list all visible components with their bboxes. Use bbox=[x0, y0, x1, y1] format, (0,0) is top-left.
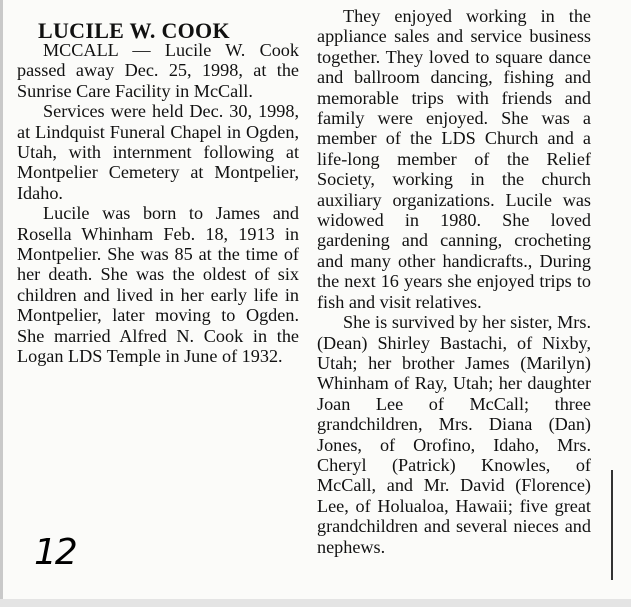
paragraph-life: They enjoyed working in the appliance sales and service business together. They loved to square dance and ballroom dancing, fishing and memorable trips with friends and family were enjoyed. She was a member of the LDS Church and a life-long member of the Relief Society, working in the church auxiliary organizations. Lucile was widowed in 1980. She loved gardening and canning, crocheting and many other handicrafts., During the next 16 years she enjoyed trips to fish and visit relatives. bbox=[317, 6, 591, 312]
clipping-left-edge bbox=[0, 0, 3, 607]
right-column bbox=[317, 6, 591, 557]
paragraph-intro: MCCALL — Lucile W. Cook passed away Dec. 25, 1998, at the Sunrise Care Facility in McCall. bbox=[17, 40, 299, 101]
left-column bbox=[17, 40, 299, 367]
paragraph-survivors: She is survived by her sister, Mrs. (Dean) Shirley Bastachi, of Nixby, Utah; her brother James (Marilyn) Whinham of Ray, Utah; her daughter Joan Lee of McCall; three grandchildren, Mrs. Diana (Dan) Jones, of Orofino, Idaho, Mrs. Cheryl (Patrick) Knowles, of McCall, and Mr. David (Florence) Lee, of Holualoa, Hawaii; five great grandchildren and several nieces and nephews. bbox=[317, 312, 591, 557]
paragraph-services: Services were held Dec. 30, 1998, at Lindquist Funeral Chapel in Ogden, Utah, with internment following at Montpelier Cemetery at Montpelier, Idaho. bbox=[17, 101, 299, 203]
clipping-bottom-edge bbox=[0, 599, 631, 607]
handwritten-page-number: 12 bbox=[34, 532, 76, 573]
column-rule bbox=[611, 470, 613, 580]
obituary-headline: LUCILE W. COOK bbox=[38, 18, 230, 43]
paragraph-biography: Lucile was born to James and Rosella Whinham Feb. 18, 1913 in Montpelier. She was 85 at the time of her death. She was the oldest of six children and lived in her early life in Montpelier, later moving to Ogden. She married Alfred N. Cook in the Logan LDS Temple in June of 1932. bbox=[17, 203, 299, 367]
